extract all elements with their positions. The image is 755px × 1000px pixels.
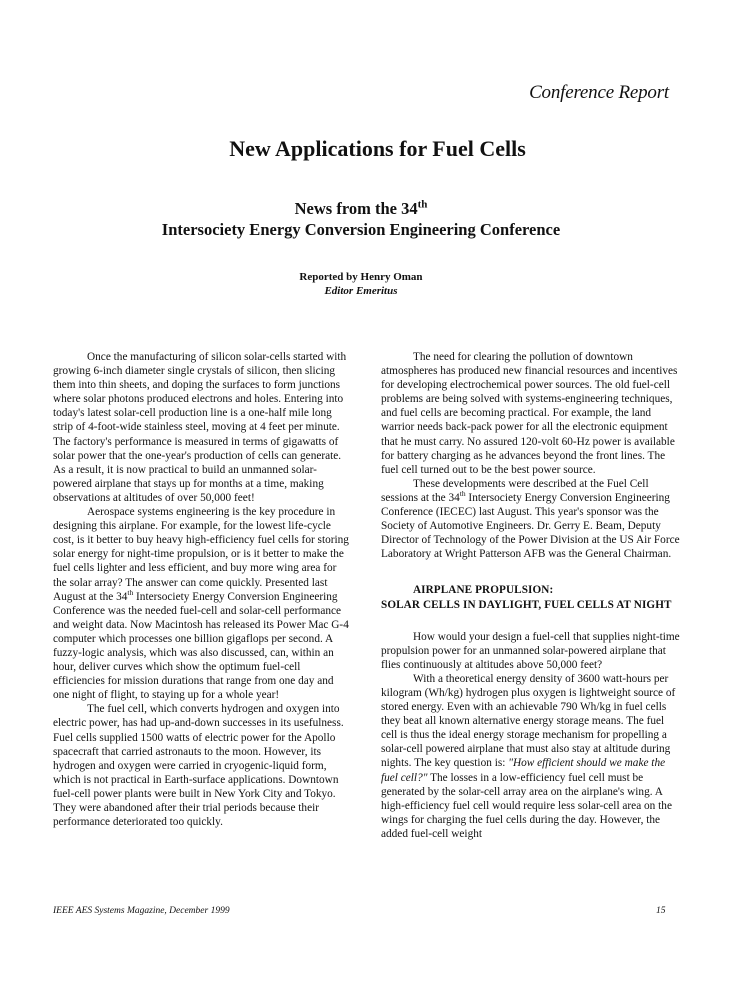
section-label: Conference Report xyxy=(529,82,669,103)
author: Reported by Henry Oman xyxy=(299,271,423,283)
paragraph: The need for clearing the pollution of downtown atmospheres has produced new financial resources and incentives for developing electrochemical power sources. The old fuel-cell problems are being solved with systems-engineering techniques, and fuel cells are becoming practical. For example, the land warrior needs back-pack power for all the electronic equipment that he must carry. No assured 120-volt 60-Hz power is available for battery charging as he advances beyond the front lines. The fuel cell turned out to be the best power source. xyxy=(381,351,678,476)
article-title: New Applications for Fuel Cells xyxy=(229,136,526,161)
page-number: 15 xyxy=(656,906,666,916)
author-role: Editor Emeritus xyxy=(324,285,398,297)
article-subtitle xyxy=(0,198,722,240)
paragraph: Once the manufacturing of silicon solar-cells started with growing 6-inch diameter single crystals of silicon, then slicing them into thin sheets, and doping the surfaces to form junctions where solar photons produced electrons and holes. Entering into today's latest solar-cell production line is a one-half mile long strip of 4-foot-wide stainless steel, moving at 4 feet per minute. The factory's performance is measured in terms of gigawatts of solar power that the one-year's production of cells can generate. As a result, it is now practical to build an unmanned solar-powered airplane that stays up for months at a time, making observations at altitudes of over 50,000 feet! xyxy=(53,351,347,504)
subtitle-line-2: Intersociety Energy Conversion Engineering Conference xyxy=(161,220,561,239)
paragraph: With a theoretical energy density of 3600 watt-hours per kilogram (Wh/kg) hydrogen plus oxygen is lightweight source of stored energy. Even with an achievable 790 Wh/kg in fuel cells they beat all known alternative energy storage means. The fuel cell is thus the ideal energy storage mechanism for propelling a solar-cell powered airplane that must also stay at altitude during nights. The key question is: "How efficient should we make the fuel cell?" The losses in a low-efficiency fuel cell must be generated by the solar-cell array area on the airplane's wing. A high-efficiency fuel cell would require less solar-cell area on the wings for charging the fuel cells during the day. However, the added fuel-cell weight xyxy=(381,672,676,840)
paragraph: Aerospace systems engineering is the key procedure in designing this airplane. For example, for the lowest life-cycle cost, is it better to buy heavy high-efficiency fuel cells for storing solar energy for night-time propulsion, or is it better to make the fuel cells lighter and less efficient, and buy more wing area for the solar array? The answer can come quickly. Presented last August at the 34th Intersociety Energy Conversion Engineering Conference was the needed fuel-cell and solar-cell performance and weight data. Now Macintosh has released its Power Mac G-4 computer which processes one billion gigaflops per second. A fuzzy-logic analysis, which was also discussed, can, within an hour, deliver curves which show the optimum fuel-cell efficiencies for mission durations that range from one day and one night of flight, to staying up for a whole year! xyxy=(53,506,349,702)
section-heading: AIRPLANE PROPULSION: SOLAR CELLS IN DAYLIGHT, FUEL CELLS AT NIGHT xyxy=(381,584,672,611)
paragraph: These developments were described at the Fuel Cell sessions at the 34th Intersociety Energy Conversion Engineering Conference (IECEC) last August. This year's sponsor was the Society of Automotive Engineers. Dr. Gerry E. Beam, Deputy Director of Technology of the Power Division at the US Air Force Laboratory at Wright Patterson AFB was the General Chairman. xyxy=(381,477,680,561)
paragraph: How would your design a fuel-cell that supplies night-time propulsion power for an unmanned solar-powered airplane that flies continuously at altitudes above 50,000 feet? xyxy=(381,630,680,671)
right-column xyxy=(381,350,681,841)
subtitle-line-1: News from the 34th xyxy=(294,198,428,218)
footer-publication: IEEE AES Systems Magazine, December 1999 xyxy=(53,906,230,916)
byline xyxy=(0,270,722,298)
paragraph: The fuel cell, which converts hydrogen and oxygen into electric power, has had up-and-down successes in its usefulness. Fuel cells supplied 1500 watts of electric power for the Apollo spacecraft that carried astronauts to the moon. However, its hydrogen and oxygen were carried in cryogenic-liquid form, which is not practical in Earth-surface applications. Downtown fuel-cell power plants were built in New York City and Tokyo. They were abandoned after their trial periods because their performance deteriorated too quickly. xyxy=(53,703,344,829)
left-column xyxy=(53,350,351,829)
